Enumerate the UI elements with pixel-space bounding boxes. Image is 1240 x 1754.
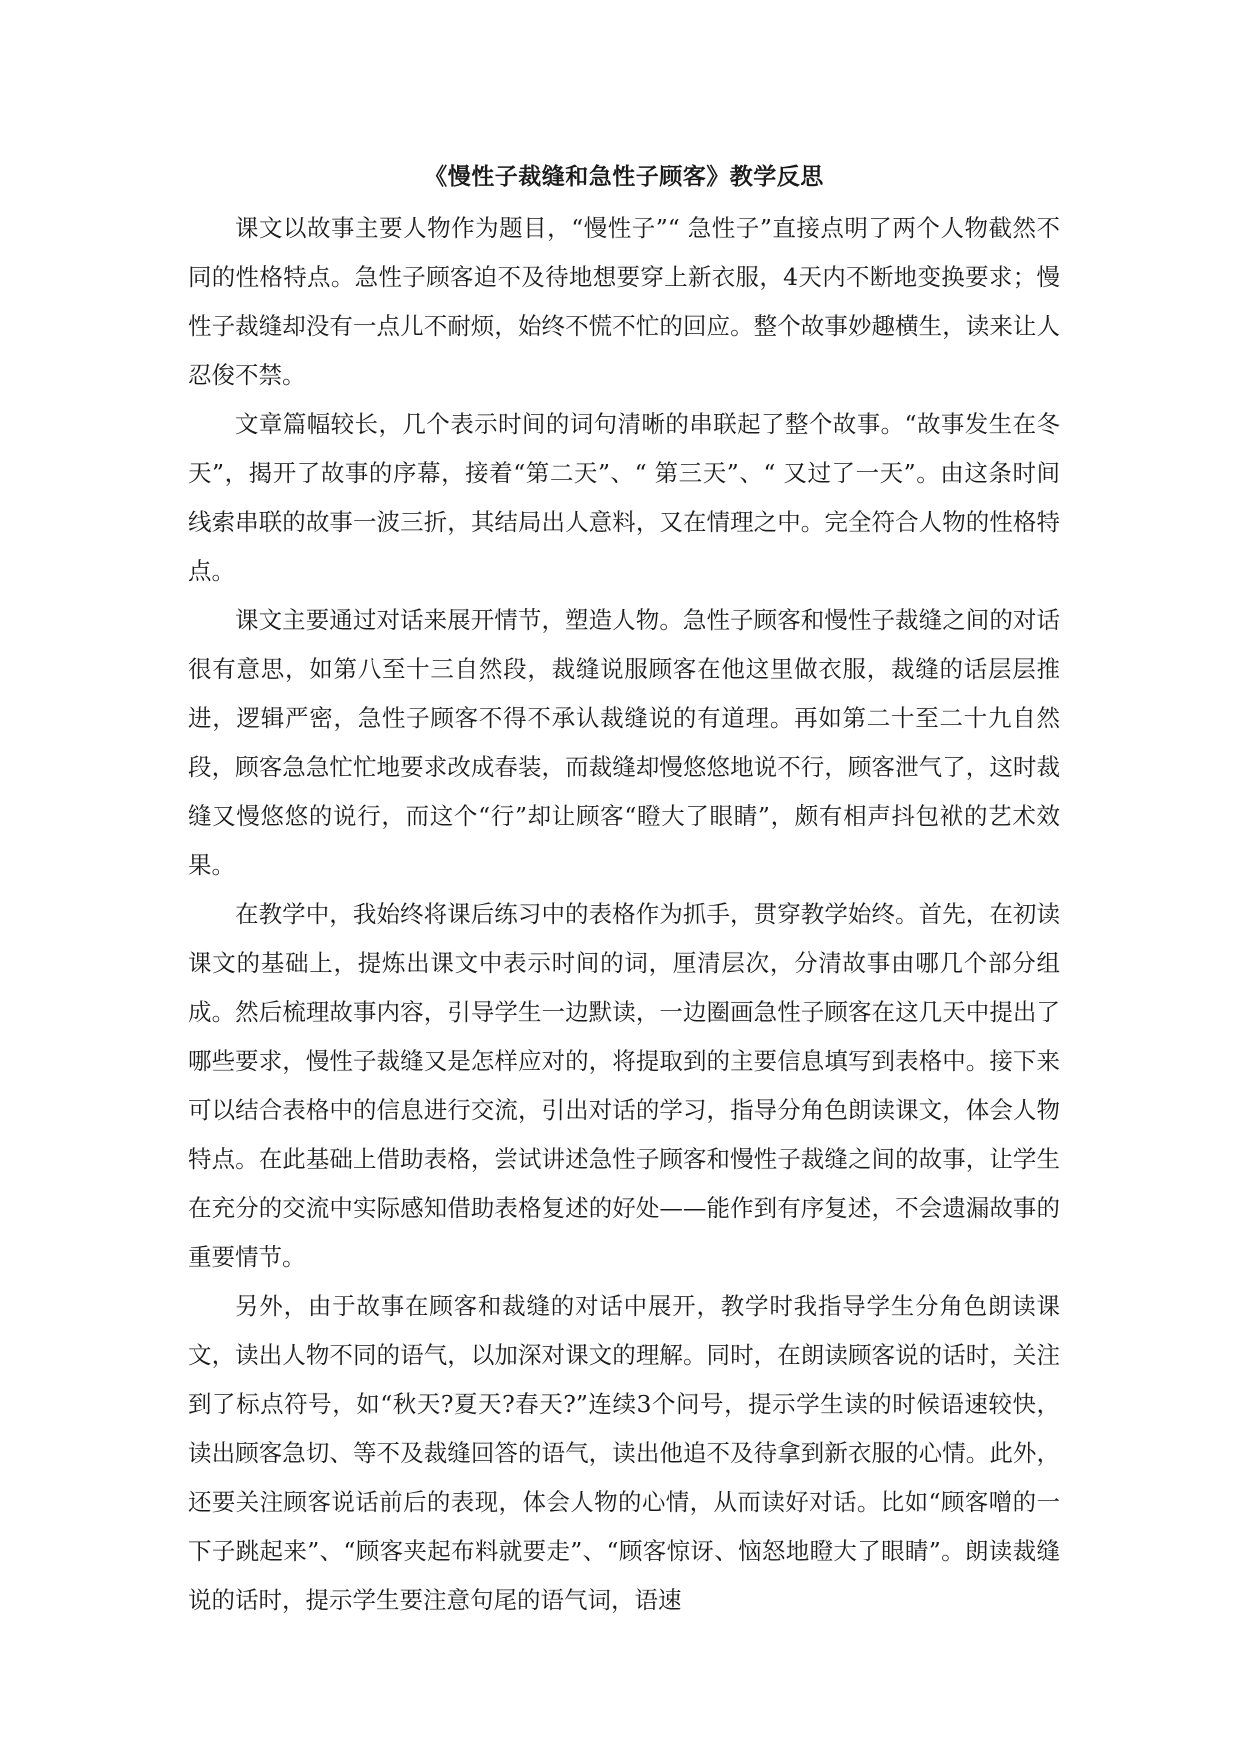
paragraph-3: 课文主要通过对话来展开情节，塑造人物。急性子顾客和慢性子裁缝之间的对话很有意思，如第八至十三自然段，裁缝说服顾客在他这里做衣服，裁缝的话层层推进，逻辑严密，急性子顾客不得不承认裁缝说的有道理。再如第二十至二十九自然段，顾客急急忙忙地要求改成春装，而裁缝却慢悠悠地说不行，顾客泄气了，这时裁缝又慢悠悠的说行，而这个“行”却让顾客“瞪大了眼睛”，颇有相声抖包袱的艺术效果。	[188, 606, 1060, 879]
document-title: 《慢性子裁缝和急性子顾客》教学反思	[424, 164, 824, 190]
paragraph-4: 在教学中，我始终将课后练习中的表格作为抓手，贯穿教学始终。首先，在初读课文的基础上，提炼出课文中表示时间的词，厘清层次，分清故事由哪几个部分组成。然后梳理故事内容，引导学生一边默读，一边圈画急性子顾客在这几天中提出了哪些要求，慢性子裁缝又是怎样应对的，将提取到的主要信息填写到表格中。接下来可以结合表格中的信息进行交流，引出对话的学习，指导分角色朗读课文，体会人物特点。在此基础上借助表格，尝试讲述急性子顾客和慢性子裁缝之间的故事，让学生在充分的交流中实际感知借助表格复述的好处——能作到有序复述，不会遗漏故事的重要情节。	[188, 900, 1060, 1271]
paragraph-5: 另外，由于故事在顾客和裁缝的对话中展开，教学时我指导学生分角色朗读课文，读出人物不同的语气，以加深对课文的理解。同时，在朗读顾客说的话时，关注到了标点符号，如“秋天?夏天?春天?”连续3个问号，提示学生读的时候语速较快，读出顾客急切、等不及裁缝回答的语气，读出他追不及待拿到新衣服的心情。此外，还要关注顾客说话前后的表现，体会人物的心情，从而读好对话。比如“顾客噌的一下子跳起来”、“顾客夹起布料就要走”、“顾客惊讶、恼怒地瞪大了眼睛”。朗读裁缝说的话时，提示学生要注意句尾的语气词，语速	[188, 1292, 1060, 1614]
paragraph-2: 文章篇幅较长，几个表示时间的词句清晰的串联起了整个故事。“故事发生在冬天”，揭开了故事的序幕，接着“第二天”、“ 第三天”、“ 又过了一天”。由这条时间线索串联的故事一波三折，其结局出人意料，又在情理之中。完全符合人物的性格特点。	[188, 410, 1060, 585]
paragraph-1: 课文以故事主要人物作为题目，“慢性子”“ 急性子”直接点明了两个人物截然不同的性格特点。急性子顾客迫不及待地想要穿上新衣服，4天内不断地变换要求；慢性子裁缝却没有一点儿不耐烦，始终不慌不忙的回应。整个故事妙趣横生，读来让人忍俊不禁。	[188, 214, 1060, 389]
